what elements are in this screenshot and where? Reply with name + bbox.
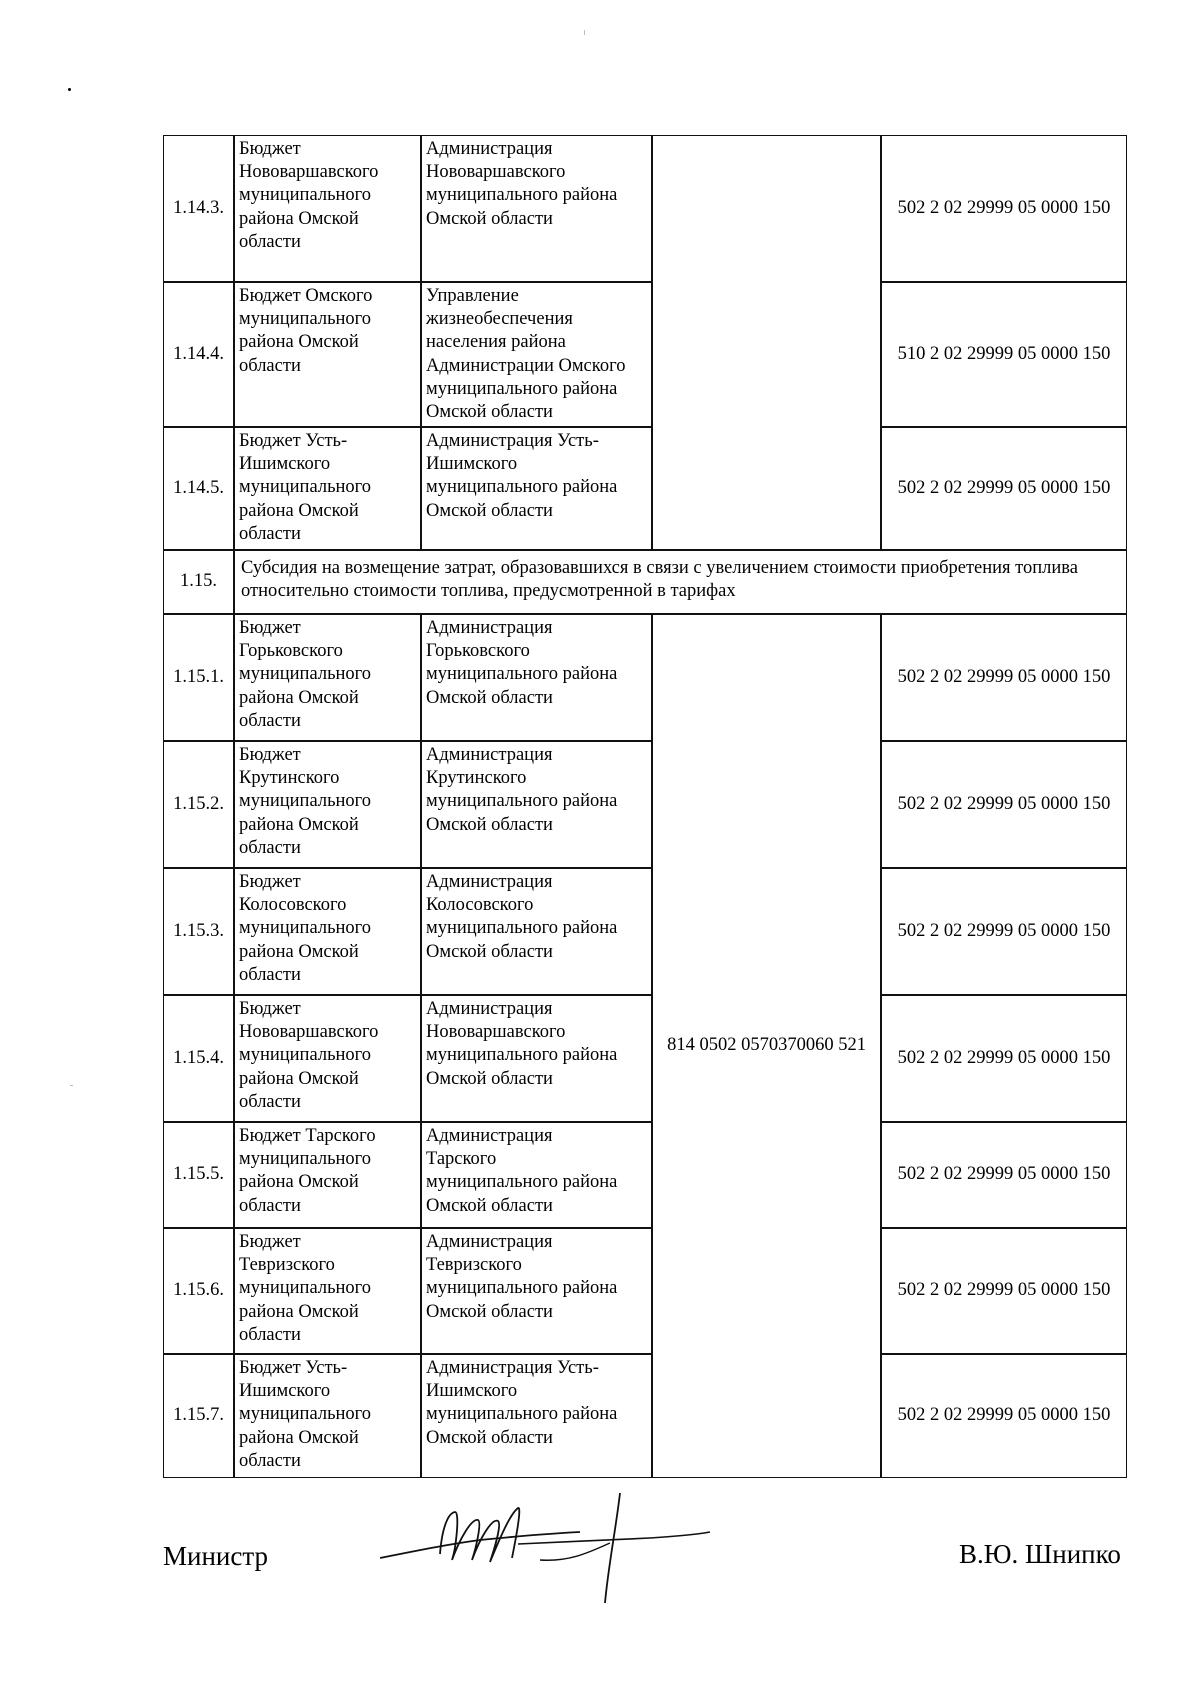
budget-name: Бюджет Усть- Ишимского муниципального района Омской области [234, 1354, 421, 1478]
expense-code-cell-blank [652, 135, 881, 550]
revenue-code: 502 2 02 29999 05 0000 150 [881, 1228, 1127, 1354]
row-number: 1.15.6. [163, 1228, 234, 1354]
budget-name: Бюджет Колосовского муниципального района Омской области [234, 868, 421, 995]
expense-code: 814 0502 0570370060 521 [652, 614, 881, 1478]
administrator-name: Управление жизнеобеспечения населения района Администрации Омского муниципального района Омской области [421, 282, 652, 427]
section-number: 1.15. [163, 550, 234, 614]
row-number: 1.14.3. [163, 135, 234, 282]
budget-name: Бюджет Нововаршавского муниципального района Омской области [234, 995, 421, 1122]
administrator-name: Администрация Крутинского муниципального района Омской области [421, 741, 652, 868]
administrator-name: Администрация Усть- Ишимского муниципального района Омской области [421, 427, 652, 550]
budget-name: Бюджет Тевризского муниципального района Омской области [234, 1228, 421, 1354]
revenue-code: 510 2 02 29999 05 0000 150 [881, 282, 1127, 427]
row-number: 1.15.1. [163, 614, 234, 741]
administrator-name: Администрация Нововаршавского муниципального района Омской области [421, 135, 652, 282]
revenue-code: 502 2 02 29999 05 0000 150 [881, 1354, 1127, 1478]
row-number: 1.14.4. [163, 282, 234, 427]
administrator-name: Администрация Нововаршавского муниципального района Омской области [421, 995, 652, 1122]
section-title: Субсидия на возмещение затрат, образовавшихся в связи с увеличением стоимости приобретения топлива относительно стоимости топлива, предусмотренной в тарифах [234, 550, 1127, 614]
budget-name: Бюджет Тарского муниципального района Омской области [234, 1122, 421, 1228]
administrator-name: Администрация Тевризского муниципального района Омской области [421, 1228, 652, 1354]
administrator-name: Администрация Колосовского муниципального района Омской области [421, 868, 652, 995]
signature-icon [380, 1488, 740, 1608]
administrator-name: Администрация Усть- Ишимского муниципального района Омской области [421, 1354, 652, 1478]
budget-name: Бюджет Усть- Ишимского муниципального района Омской области [234, 427, 421, 550]
row-number: 1.15.7. [163, 1354, 234, 1478]
signatory-position: Министр [163, 1541, 268, 1571]
row-number: 1.14.5. [163, 427, 234, 550]
revenue-code: 502 2 02 29999 05 0000 150 [881, 135, 1127, 282]
revenue-code: 502 2 02 29999 05 0000 150 [881, 741, 1127, 868]
row-number: 1.15.3. [163, 868, 234, 995]
row-number: 1.15.4. [163, 995, 234, 1122]
revenue-code: 502 2 02 29999 05 0000 150 [881, 614, 1127, 741]
revenue-code: 502 2 02 29999 05 0000 150 [881, 427, 1127, 550]
row-number: 1.15.2. [163, 741, 234, 868]
signatory-name: В.Ю. Шнипко [959, 1539, 1121, 1569]
administrator-name: Администрация Горьковского муниципального района Омской области [421, 614, 652, 741]
revenue-code: 502 2 02 29999 05 0000 150 [881, 995, 1127, 1122]
revenue-code: 502 2 02 29999 05 0000 150 [881, 1122, 1127, 1228]
row-number: 1.15.5. [163, 1122, 234, 1228]
administrator-name: Администрация Тарского муниципального района Омской области [421, 1122, 652, 1228]
budget-name: Бюджет Омского муниципального района Омской области [234, 282, 421, 427]
budget-name: Бюджет Крутинского муниципального района Омской области [234, 741, 421, 868]
revenue-code: 502 2 02 29999 05 0000 150 [881, 868, 1127, 995]
budget-name: Бюджет Нововаршавского муниципального района Омской области [234, 135, 421, 282]
budget-name: Бюджет Горьковского муниципального района Омской области [234, 614, 421, 741]
